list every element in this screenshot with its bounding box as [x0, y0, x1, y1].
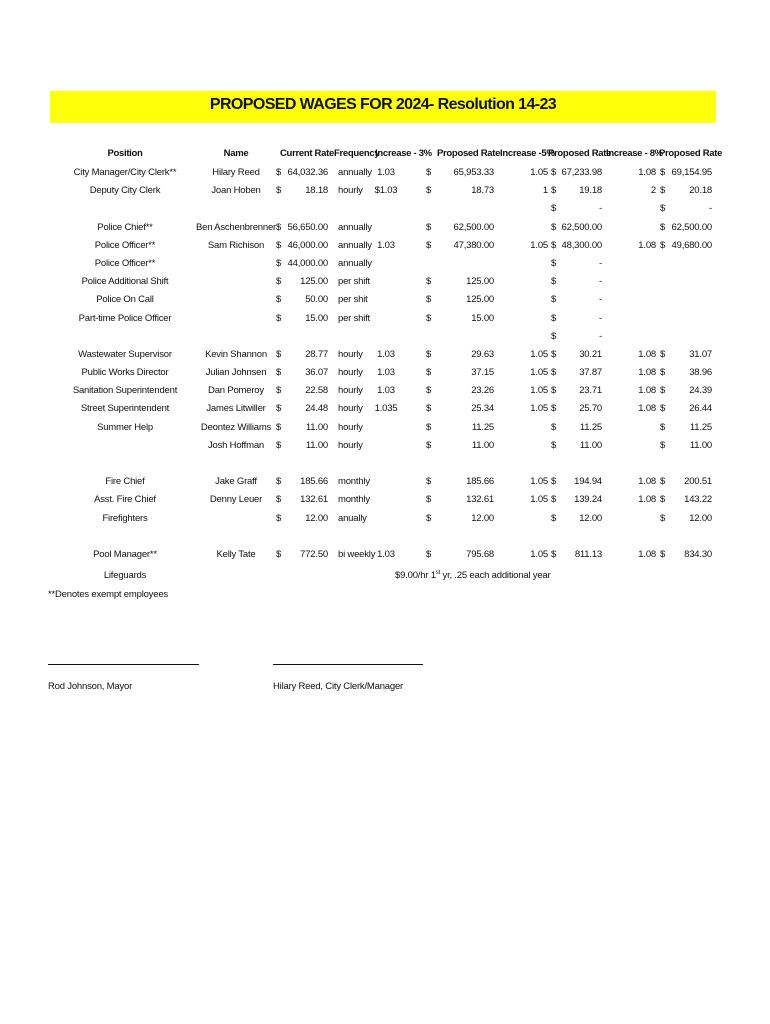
frequency-cell: per shift — [338, 276, 370, 288]
table-row — [0, 237, 770, 255]
proposed-rate-1-cell: 29.63 — [471, 348, 494, 360]
proposed-rate-1-dollar: $ — [426, 167, 432, 178]
header-increase-5: Increase -5% — [500, 148, 555, 159]
frequency-cell: bi weekly — [338, 548, 376, 560]
table-row — [0, 291, 770, 309]
position-cell: Part-time Police Officer — [78, 312, 172, 324]
proposed-rate-3-cell: 200.51 — [684, 476, 712, 488]
increase-3-cell: 1.03 — [377, 348, 395, 360]
increase-8-cell: 1.08 — [638, 348, 656, 360]
position-cell: Summer Help — [97, 421, 153, 433]
current-rate-dollar: $ — [276, 348, 282, 360]
current-rate-cell: 28.77 — [305, 348, 328, 360]
header-position: Position — [107, 148, 143, 159]
current-rate-cell: 12.00 — [305, 512, 328, 524]
table-row — [0, 346, 770, 364]
proposed-rate-2-dollar: $ — [551, 421, 557, 433]
name-cell: Kevin Shannon — [205, 348, 267, 360]
proposed-rate-3-cell: 11.25 — [689, 421, 712, 433]
proposed-rate-2-dollar: $ — [551, 312, 557, 324]
name-cell: Deontez Williams — [200, 421, 272, 433]
proposed-rate-2-cell: 48,300.00 — [561, 239, 602, 251]
current-rate-cell: 185.66 — [300, 476, 328, 488]
frequency-cell: hourly — [338, 367, 363, 379]
proposed-rate-2-dollar: $ — [551, 348, 557, 360]
proposed-rate-2-dollar: $ — [551, 276, 557, 288]
proposed-rate-3-dollar: $ — [660, 385, 666, 397]
current-rate-cell: 64,032.36 — [287, 167, 328, 178]
header-name: Name — [223, 148, 249, 159]
proposed-rate-1-cell: 65,953.33 — [453, 167, 494, 178]
proposed-rate-3-cell: 12.00 — [689, 512, 712, 524]
header-proposed-rate-1: Proposed Rate — [437, 148, 501, 159]
current-rate-dollar: $ — [276, 294, 282, 306]
proposed-rate-3-dollar: $ — [660, 185, 666, 197]
position-cell: Police Chief** — [97, 221, 153, 233]
frequency-cell: per shift — [338, 312, 370, 324]
proposed-rate-3-dollar: $ — [660, 421, 666, 433]
page-title: PROPOSED WAGES FOR 2024- Resolution 14-23 — [209, 96, 557, 113]
signature-line-clerk — [273, 664, 423, 665]
current-rate-dollar: $ — [276, 385, 282, 397]
proposed-rate-2-dollar: $ — [551, 167, 557, 178]
increase-5-cell: 1.05 — [530, 548, 548, 560]
proposed-rate-1-cell: 37.15 — [471, 367, 494, 379]
table-row — [0, 219, 770, 237]
header-increase-8: Increase - 8% — [606, 148, 663, 159]
increase-5-cell: 1.05 — [530, 494, 548, 506]
increase-3-cell: $1.03 — [374, 185, 398, 197]
proposed-rate-1-cell: 125.00 — [466, 294, 494, 306]
proposed-rate-2-dollar: $ — [551, 403, 557, 415]
increase-8-cell: 1.08 — [638, 367, 656, 379]
proposed-rate-2-dollar: $ — [551, 512, 557, 524]
proposed-rate-2-cell: - — [599, 330, 602, 342]
increase-8-cell: 1.08 — [638, 385, 656, 397]
current-rate-dollar: $ — [276, 548, 282, 560]
position-cell: Firefighters — [102, 512, 148, 524]
proposed-rate-3-dollar: $ — [660, 203, 666, 215]
table-row — [0, 255, 770, 273]
proposed-rate-3-dollar: $ — [660, 494, 666, 506]
proposed-rate-2-dollar: $ — [551, 367, 557, 379]
table-row — [0, 310, 770, 328]
frequency-cell: per shit — [338, 294, 368, 306]
proposed-rate-3-cell: 31.07 — [689, 348, 712, 360]
proposed-rate-2-cell: - — [599, 257, 602, 269]
header-frequency: Frequency — [334, 148, 380, 159]
increase-3-cell: 1.03 — [377, 167, 395, 178]
current-rate-dollar: $ — [276, 257, 282, 269]
proposed-rate-1-cell: 125.00 — [466, 276, 494, 288]
proposed-rate-2-cell: 67,233.98 — [561, 167, 602, 178]
proposed-rate-2-cell: 11.25 — [579, 421, 602, 433]
current-rate-dollar: $ — [276, 367, 282, 379]
table-row — [0, 510, 770, 528]
increase-5-cell: 1.05 — [530, 239, 548, 251]
title-banner — [50, 91, 716, 123]
proposed-rate-2-cell: 139.24 — [574, 494, 602, 506]
proposed-rate-3-cell: - — [709, 203, 712, 215]
current-rate-cell: 56,650.00 — [287, 221, 328, 233]
current-rate-dollar: $ — [276, 403, 282, 415]
proposed-rate-2-dollar: $ — [551, 294, 557, 306]
current-rate-cell: 15.00 — [305, 312, 328, 324]
proposed-rate-2-dollar: $ — [551, 257, 557, 269]
increase-3-cell: 1.03 — [377, 548, 395, 560]
proposed-rate-3-cell: 834.30 — [684, 548, 712, 560]
proposed-rate-2-dollar: $ — [551, 239, 557, 251]
frequency-cell: hourly — [338, 348, 363, 360]
current-rate-cell: 18.18 — [305, 185, 328, 197]
proposed-rate-1-cell: 11.25 — [471, 421, 494, 433]
table-row — [0, 273, 770, 291]
current-rate-dollar: $ — [276, 421, 282, 433]
proposed-rate-2-dollar: $ — [551, 221, 557, 233]
signature-line-mayor — [48, 664, 199, 665]
current-rate-cell: 772.50 — [300, 548, 328, 560]
name-cell: Joan Hoben — [211, 185, 261, 197]
proposed-rate-3-dollar: $ — [660, 221, 666, 233]
increase-8-cell: 1.08 — [638, 494, 656, 506]
increase-3-cell: 1.035 — [374, 403, 398, 415]
increase-5-cell: 1.05 — [530, 367, 548, 379]
table-row — [0, 328, 770, 346]
proposed-rate-2-dollar: $ — [551, 494, 557, 506]
frequency-cell: annually — [338, 239, 372, 251]
proposed-rate-3-cell: 24.39 — [689, 385, 712, 397]
position-cell: Asst. Fire Chief — [94, 494, 156, 506]
current-rate-dollar: $ — [276, 185, 282, 197]
position-cell: Pool Manager** — [93, 548, 157, 560]
current-rate-dollar: $ — [276, 439, 282, 451]
proposed-rate-1-dollar: $ — [426, 403, 432, 415]
table-row — [0, 364, 770, 382]
position-cell: Street Superintendent — [80, 403, 170, 415]
name-cell: Jake Graff — [215, 476, 257, 488]
footnote: **Denotes exempt employees — [48, 589, 168, 600]
proposed-rate-1-dollar: $ — [426, 367, 432, 379]
increase-8-cell: 1.08 — [638, 403, 656, 415]
proposed-rate-3-dollar: $ — [660, 476, 666, 488]
proposed-rate-2-cell: 11.00 — [579, 439, 602, 451]
increase-8-cell: 1.08 — [638, 167, 656, 178]
position-cell: Lifeguards — [103, 570, 147, 581]
table-row — [0, 419, 770, 437]
table-row — [0, 437, 770, 455]
proposed-rate-2-dollar: $ — [551, 439, 557, 451]
frequency-cell: monthly — [338, 476, 370, 488]
proposed-rate-1-dollar: $ — [426, 548, 432, 560]
position-cell: Police Additional Shift — [81, 276, 169, 288]
table-row — [0, 200, 770, 218]
proposed-rate-2-dollar: $ — [551, 476, 557, 488]
position-cell: Police On Call — [96, 294, 154, 306]
name-cell: Ben Aschenbrenner — [195, 221, 277, 233]
frequency-cell: hourly — [338, 185, 363, 197]
frequency-cell: anually — [338, 512, 367, 524]
table-row — [0, 455, 770, 473]
proposed-rate-1-dollar: $ — [426, 421, 432, 433]
current-rate-cell: 22.58 — [305, 385, 328, 397]
position-cell: Police Officer** — [94, 239, 156, 251]
proposed-rate-3-cell: 69,154.95 — [671, 167, 712, 178]
proposed-rate-1-cell: 62,500.00 — [453, 221, 494, 233]
current-rate-cell: 132.61 — [300, 494, 328, 506]
increase-5-cell: 1.05 — [530, 403, 548, 415]
table-row — [0, 491, 770, 509]
current-rate-cell: 44,000.00 — [287, 257, 328, 269]
proposed-rate-1-dollar: $ — [426, 439, 432, 451]
proposed-rate-2-cell: 811.13 — [574, 548, 602, 560]
proposed-rate-1-dollar: $ — [426, 512, 432, 524]
proposed-rate-3-dollar: $ — [660, 403, 666, 415]
proposed-rate-1-dollar: $ — [426, 312, 432, 324]
header-proposed-rate-3: Proposed Rate — [659, 148, 723, 159]
increase-5-cell: 1.05 — [530, 385, 548, 397]
proposed-rate-2-cell: - — [599, 312, 602, 324]
current-rate-cell: 50.00 — [305, 294, 328, 306]
proposed-rate-1-cell: 15.00 — [471, 312, 494, 324]
proposed-rate-2-cell: 23.71 — [579, 385, 602, 397]
proposed-rate-1-cell: 795.68 — [466, 548, 494, 560]
proposed-rate-2-cell: - — [599, 294, 602, 306]
name-cell: James Litwiller — [206, 403, 266, 415]
header-proposed-rate-2: Proposed Rate — [548, 148, 612, 159]
frequency-cell: annually — [338, 167, 372, 178]
current-rate-cell: 125.00 — [300, 276, 328, 288]
increase-3-cell: 1.03 — [377, 239, 395, 251]
proposed-rate-1-dollar: $ — [426, 294, 432, 306]
frequency-cell: hourly — [338, 421, 363, 433]
proposed-rate-2-cell: 62,500.00 — [561, 221, 602, 233]
proposed-rate-1-dollar: $ — [426, 239, 432, 251]
lifeguards-row — [0, 567, 770, 585]
table-row — [0, 546, 770, 564]
position-cell: City Manager/City Clerk** — [73, 167, 177, 178]
proposed-rate-2-dollar: $ — [551, 385, 557, 397]
proposed-rate-1-dollar: $ — [426, 185, 432, 197]
current-rate-cell: 24.48 — [305, 403, 328, 415]
position-cell: Deputy City Clerk — [89, 185, 161, 197]
increase-5-cell: 1.05 — [530, 348, 548, 360]
proposed-rate-3-dollar: $ — [660, 239, 666, 251]
current-rate-cell: 11.00 — [305, 439, 328, 451]
proposed-rate-2-cell: 25.70 — [579, 403, 602, 415]
name-cell: Dan Pomeroy — [208, 385, 264, 397]
current-rate-dollar: $ — [276, 312, 282, 324]
proposed-rate-3-cell: 11.00 — [689, 439, 712, 451]
proposed-rate-2-cell: 19.18 — [579, 185, 602, 197]
increase-3-cell: 1.03 — [377, 385, 395, 397]
proposed-rate-3-dollar: $ — [660, 548, 666, 560]
signature-name-mayor: Rod Johnson, Mayor — [48, 681, 133, 692]
position-cell: Sanitation Superintendent — [72, 385, 178, 397]
increase-8-cell: 1.08 — [638, 476, 656, 488]
proposed-rate-2-dollar: $ — [551, 203, 557, 215]
increase-5-cell: 1.05 — [530, 167, 548, 178]
proposed-rate-3-dollar: $ — [660, 512, 666, 524]
position-cell: Wastewater Supervisor — [78, 348, 172, 360]
table-row — [0, 473, 770, 491]
proposed-rate-3-dollar: $ — [660, 167, 666, 178]
frequency-cell: annually — [338, 257, 372, 269]
current-rate-dollar: $ — [276, 494, 282, 506]
signature-name-clerk: Hilary Reed, City Clerk/Manager — [273, 681, 404, 692]
proposed-rate-2-cell: 30.21 — [579, 348, 602, 360]
proposed-rate-1-dollar: $ — [426, 385, 432, 397]
proposed-rate-3-cell: 38.96 — [689, 367, 712, 379]
proposed-rate-3-dollar: $ — [660, 367, 666, 379]
proposed-rate-1-cell: 11.00 — [471, 439, 494, 451]
table-row — [0, 382, 770, 400]
proposed-rate-2-dollar: $ — [551, 548, 557, 560]
proposed-rate-2-dollar: $ — [551, 185, 557, 197]
lifeguards-note: $9.00/hr 1st yr, .25 each additional year — [395, 570, 551, 582]
proposed-rate-3-cell: 20.18 — [689, 185, 712, 197]
increase-5-cell: 1 — [542, 185, 548, 197]
proposed-rate-1-dollar: $ — [426, 494, 432, 506]
current-rate-cell: 11.00 — [305, 421, 328, 433]
proposed-rate-1-cell: 12.00 — [471, 512, 494, 524]
proposed-rate-2-cell: - — [599, 276, 602, 288]
proposed-rate-1-dollar: $ — [426, 348, 432, 360]
increase-3-cell: 1.03 — [377, 367, 395, 379]
proposed-rate-1-cell: 23.26 — [471, 385, 494, 397]
name-cell: Sam Richison — [207, 239, 265, 251]
increase-8-cell: 1.08 — [638, 239, 656, 251]
proposed-rate-1-dollar: $ — [426, 276, 432, 288]
name-cell: Denny Leuer — [209, 494, 263, 506]
current-rate-dollar: $ — [276, 239, 282, 251]
name-cell: Hilary Reed — [212, 167, 260, 178]
table-row — [0, 528, 770, 546]
frequency-cell: hourly — [338, 385, 363, 397]
increase-5-cell: 1.05 — [530, 476, 548, 488]
proposed-rate-1-cell: 185.66 — [466, 476, 494, 488]
proposed-rate-2-cell: 12.00 — [579, 512, 602, 524]
proposed-rate-2-cell: 194.94 — [574, 476, 602, 488]
proposed-rate-3-cell: 26.44 — [689, 403, 712, 415]
increase-8-cell: 1.08 — [638, 548, 656, 560]
proposed-rate-1-cell: 132.61 — [466, 494, 494, 506]
proposed-rate-2-dollar: $ — [551, 330, 557, 342]
table-row — [0, 164, 770, 182]
proposed-rate-1-dollar: $ — [426, 221, 432, 233]
proposed-rate-1-cell: 47,380.00 — [453, 239, 494, 251]
current-rate-dollar: $ — [276, 512, 282, 524]
proposed-rate-3-cell: 49,680.00 — [671, 239, 712, 251]
proposed-rate-1-cell: 18.73 — [471, 185, 494, 197]
header-current-rate: Current Rate — [280, 148, 334, 159]
proposed-rate-2-cell: 37.87 — [579, 367, 602, 379]
table-row — [0, 400, 770, 418]
name-cell: Julian Johnsen — [205, 367, 267, 379]
current-rate-cell: 36.07 — [305, 367, 328, 379]
current-rate-cell: 46,000.00 — [287, 239, 328, 251]
header-increase-3: Increase - 3% — [375, 148, 432, 159]
frequency-cell: hourly — [338, 403, 363, 415]
frequency-cell: monthly — [338, 494, 370, 506]
position-cell: Fire Chief — [105, 476, 145, 488]
proposed-rate-1-dollar: $ — [426, 476, 432, 488]
current-rate-dollar: $ — [276, 167, 282, 178]
wage-table — [0, 164, 770, 564]
table-row — [0, 182, 770, 200]
proposed-rate-3-cell: 62,500.00 — [671, 221, 712, 233]
position-cell: Public Works Director — [81, 367, 169, 379]
current-rate-dollar: $ — [276, 476, 282, 488]
name-cell: Josh Hoffman — [207, 439, 265, 451]
proposed-rate-3-cell: 143.22 — [684, 494, 712, 506]
current-rate-dollar: $ — [276, 276, 282, 288]
frequency-cell: annually — [338, 221, 372, 233]
proposed-rate-3-dollar: $ — [660, 439, 666, 451]
position-cell: Police Officer** — [94, 257, 156, 269]
frequency-cell: hourly — [338, 439, 363, 451]
proposed-rate-3-dollar: $ — [660, 348, 666, 360]
current-rate-dollar: $ — [276, 221, 282, 233]
proposed-rate-1-cell: 25.34 — [471, 403, 494, 415]
increase-8-cell: 2 — [650, 185, 656, 197]
name-cell: Kelly Tate — [216, 548, 256, 560]
proposed-rate-2-cell: - — [599, 203, 602, 215]
